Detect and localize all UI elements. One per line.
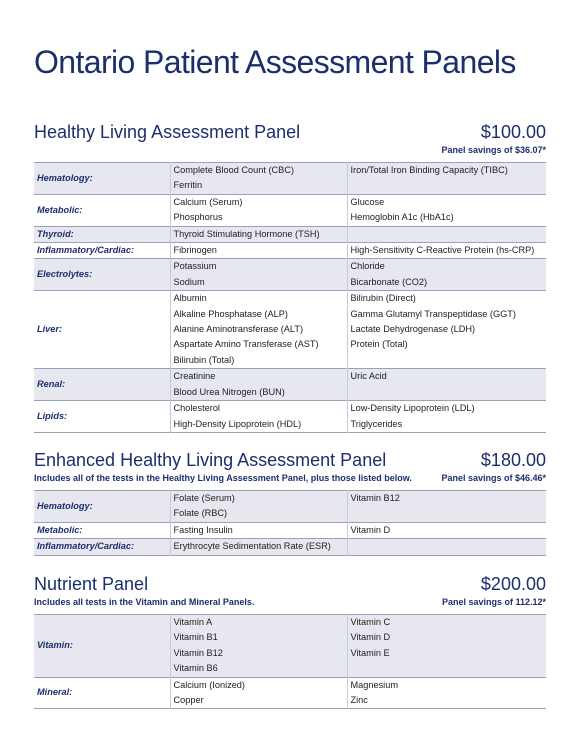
test-name (347, 226, 546, 242)
test-name: Magnesium (347, 677, 546, 693)
panel-test-table (34, 162, 546, 433)
test-name: Vitamin B1 (170, 630, 347, 645)
test-name: Vitamin D (347, 522, 546, 538)
test-name: Bilirubin (Total) (170, 353, 347, 369)
test-name: Phosphorus (170, 210, 347, 226)
panel-description: Includes all tests in the Vitamin and Mineral Panels. (34, 597, 255, 607)
test-name (347, 661, 546, 677)
test-name: Cholesterol (170, 401, 347, 417)
test-name: Gamma Glutamyl Transpeptidase (GGT) (347, 307, 546, 322)
test-name: Vitamin D (347, 630, 546, 645)
panel-header (34, 574, 546, 614)
test-category: Vitamin: (34, 615, 170, 678)
test-name: Iron/Total Iron Binding Capacity (TIBC) (347, 163, 546, 179)
test-name: Vitamin E (347, 646, 546, 661)
test-name: Folate (Serum) (170, 491, 347, 507)
test-name: Uric Acid (347, 369, 546, 385)
test-name: Bilirubin (Direct) (347, 291, 546, 307)
test-name: Zinc (347, 693, 546, 709)
test-name: Vitamin C (347, 615, 546, 631)
test-name (347, 539, 546, 555)
table-row (34, 369, 546, 385)
test-name: Aspartate Amino Transferase (AST) (170, 337, 347, 352)
test-name: Bicarbonate (CO2) (347, 275, 546, 291)
test-name: Triglycerides (347, 417, 546, 433)
table-row (34, 491, 546, 507)
test-category: Lipids: (34, 401, 170, 433)
test-category: Renal: (34, 369, 170, 401)
test-name: Thyroid Stimulating Hormone (TSH) (170, 226, 347, 242)
test-group (34, 291, 546, 369)
table-row (34, 226, 546, 242)
test-category: Inflammatory/Cardiac: (34, 539, 170, 555)
test-name: Erythrocyte Sedimentation Rate (ESR) (170, 539, 347, 555)
table-row (34, 522, 546, 538)
test-name: Low-Density Lipoprotein (LDL) (347, 401, 546, 417)
panel-savings: Panel savings of $36.07* (441, 145, 546, 155)
table-row (34, 401, 546, 417)
test-name: Vitamin B6 (170, 661, 347, 677)
test-category: Thyroid: (34, 226, 170, 242)
panel-test-table (34, 614, 546, 709)
test-name: Protein (Total) (347, 337, 546, 352)
panel-enhanced-healthy-living (34, 450, 546, 556)
test-name: Albumin (170, 291, 347, 307)
test-name: Glucose (347, 194, 546, 210)
panel-nutrient (34, 574, 546, 709)
table-row (34, 243, 546, 259)
test-group (34, 401, 546, 433)
table-row (34, 163, 546, 179)
test-name: Vitamin B12 (347, 491, 546, 507)
test-category: Electrolytes: (34, 259, 170, 291)
test-name: Complete Blood Count (CBC) (170, 163, 347, 179)
test-name: Alanine Aminotransferase (ALT) (170, 322, 347, 337)
test-group (34, 677, 546, 709)
test-name: Vitamin B12 (170, 646, 347, 661)
test-name (347, 385, 546, 401)
test-name: Creatinine (170, 369, 347, 385)
test-category: Metabolic: (34, 194, 170, 226)
test-name: Copper (170, 693, 347, 709)
test-name: Ferritin (170, 178, 347, 194)
test-name (347, 353, 546, 369)
test-group (34, 539, 546, 555)
table-row (34, 194, 546, 210)
panel-savings: Panel savings of $46.46* (441, 473, 546, 483)
panel-name: Enhanced Healthy Living Assessment Panel (34, 450, 387, 470)
test-name (347, 506, 546, 522)
table-row (34, 539, 546, 555)
test-name: Calcium (Ionized) (170, 677, 347, 693)
test-name: Potassium (170, 259, 347, 275)
document-title: Ontario Patient Assessment Panels (34, 44, 516, 80)
test-category: Hematology: (34, 163, 170, 195)
table-row (34, 677, 546, 693)
test-name: Hemoglobin A1c (HbA1c) (347, 210, 546, 226)
test-group (34, 243, 546, 259)
test-name: High-Density Lipoprotein (HDL) (170, 417, 347, 433)
test-group (34, 369, 546, 401)
panel-price: $100.00 (480, 122, 546, 142)
test-name: Fasting Insulin (170, 522, 347, 538)
panel-header (34, 122, 546, 162)
table-row (34, 259, 546, 275)
test-name: Vitamin A (170, 615, 347, 631)
panel-name: Healthy Living Assessment Panel (34, 122, 301, 142)
test-category: Metabolic: (34, 522, 170, 538)
test-name: High-Sensitivity C-Reactive Protein (hs-CRP) (347, 243, 546, 259)
test-name: Calcium (Serum) (170, 194, 347, 210)
test-name: Lactate Dehydrogenase (LDH) (347, 322, 546, 337)
panel-description: Includes all of the tests in the Healthy Living Assessment Panel, plus those listed below. (34, 473, 412, 483)
table-row (34, 615, 546, 631)
test-category: Inflammatory/Cardiac: (34, 243, 170, 259)
panel-price: $180.00 (480, 450, 546, 470)
test-name: Folate (RBC) (170, 506, 347, 522)
panel-test-table (34, 490, 546, 556)
panel-healthy-living (34, 122, 546, 433)
test-category: Hematology: (34, 491, 170, 523)
test-name (347, 178, 546, 194)
test-name: Blood Urea Nitrogen (BUN) (170, 385, 347, 401)
panel-name: Nutrient Panel (34, 574, 149, 594)
test-group (34, 615, 546, 678)
panel-header (34, 450, 546, 490)
panel-savings: Panel savings of 112.12* (441, 597, 546, 607)
test-group (34, 194, 546, 226)
table-row (34, 291, 546, 307)
test-category: Mineral: (34, 677, 170, 709)
test-group (34, 163, 546, 195)
test-name: Chloride (347, 259, 546, 275)
test-group (34, 226, 546, 242)
test-name: Sodium (170, 275, 347, 291)
test-category: Liver: (34, 291, 170, 369)
test-group (34, 491, 546, 523)
test-name: Alkaline Phosphatase (ALP) (170, 307, 347, 322)
test-group (34, 522, 546, 538)
test-group (34, 259, 546, 291)
panel-price: $200.00 (480, 574, 546, 594)
test-name: Fibrinogen (170, 243, 347, 259)
